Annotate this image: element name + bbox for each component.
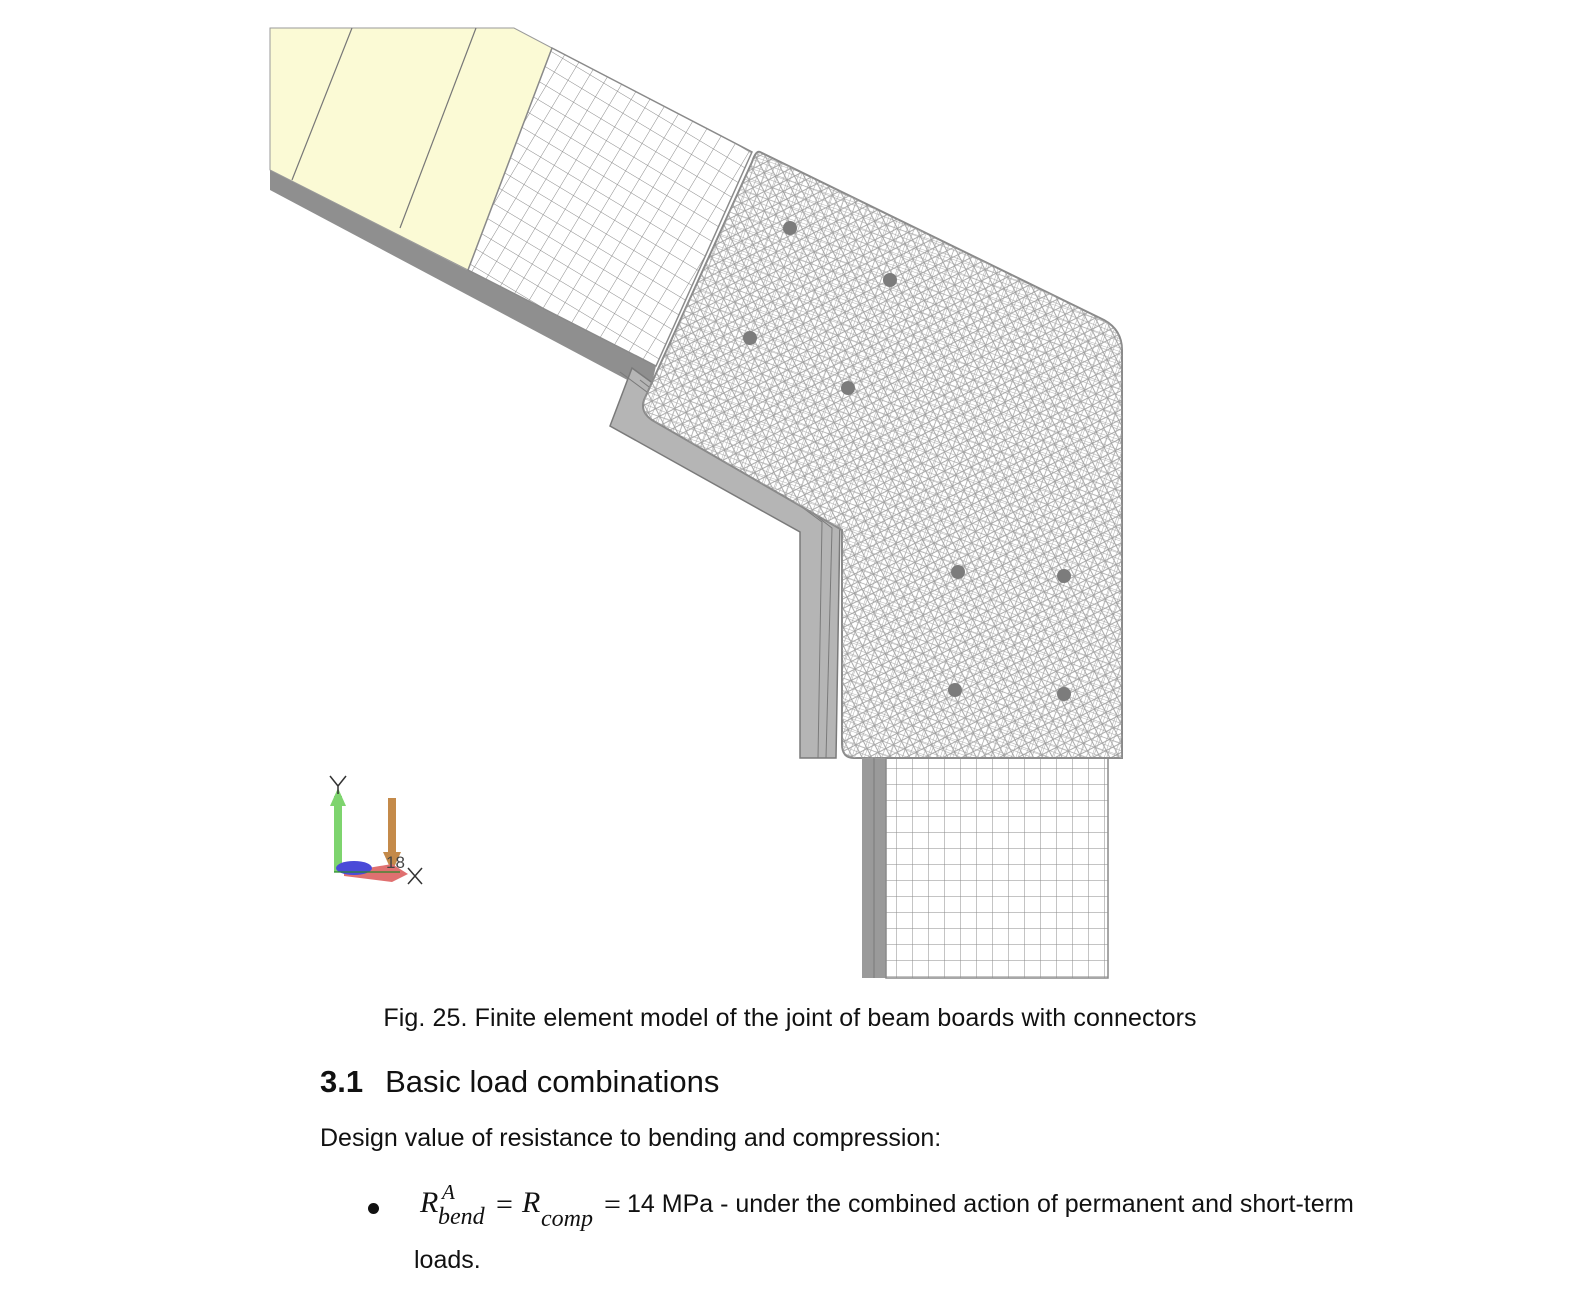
formula-r1: R (420, 1186, 439, 1219)
bullet-marker (368, 1203, 379, 1214)
figure-caption: Fig. 25. Finite element model of the joint of beam boards with connectors (383, 1004, 1197, 1032)
axis-triad-icon (330, 776, 422, 884)
column-board-mesh (886, 758, 1108, 978)
section-title: Basic load combinations (385, 1064, 720, 1099)
paragraph: Design value of resistance to bending and compression: (320, 1124, 942, 1152)
formula-sub2: comp (541, 1206, 593, 1232)
formula-eq1: = (496, 1188, 513, 1221)
section-number: 3.1 (320, 1064, 364, 1099)
bullet-continuation: loads. (414, 1246, 481, 1274)
formula-eq2: = (604, 1188, 621, 1221)
formula-sup1: A (442, 1180, 455, 1204)
axis-triad-id: 18 (386, 853, 405, 872)
bullet-text: 14 MPa - under the combined action of permanent and short-term (627, 1190, 1354, 1218)
formula-r2: R (522, 1186, 541, 1219)
section-heading (320, 1064, 719, 1100)
formula-sub1: bend (438, 1204, 485, 1230)
